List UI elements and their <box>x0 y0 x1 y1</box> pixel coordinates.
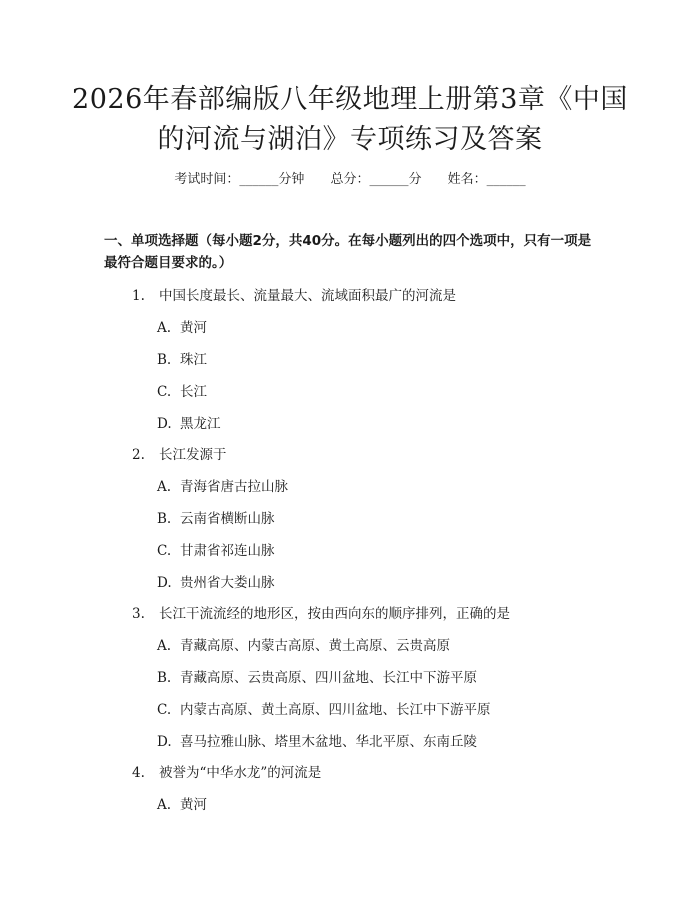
option-letter: B. <box>157 511 172 527</box>
student-name-label: 姓名：______ <box>447 172 526 187</box>
option-text: 黑龙江 <box>180 416 221 432</box>
question-item <box>132 443 227 463</box>
option-text: 黄河 <box>180 797 207 813</box>
option-letter: D. <box>157 416 172 432</box>
question-number: 3. <box>132 606 145 622</box>
exam-time-label: 考试时间：______分钟 <box>174 172 305 187</box>
question-text: 长江发源于 <box>159 447 227 463</box>
option-letter: A. <box>157 797 172 813</box>
option-text: 贵州省大娄山脉 <box>180 575 275 591</box>
option-letter: A. <box>157 479 172 495</box>
answer-option <box>157 475 288 495</box>
option-letter: D. <box>157 734 172 750</box>
option-letter: A. <box>157 320 172 336</box>
question-item <box>132 761 321 781</box>
section-heading: 一、单项选择题（每小题2分，共40分。在每小题列出的四个选项中，只有一项是最符合题目要求的。） <box>104 233 592 271</box>
option-text: 青藏高原、内蒙古高原、黄土高原、云贵高原 <box>180 638 450 654</box>
option-letter: A. <box>157 638 172 654</box>
answer-option <box>157 412 221 432</box>
answer-option <box>157 539 275 559</box>
answer-option <box>157 571 275 591</box>
question-text: 中国长度最长、流量最大、流域面积最广的河流是 <box>159 288 456 304</box>
answer-option <box>157 634 450 654</box>
option-text: 云南省横断山脉 <box>180 511 275 527</box>
document-title: 2026年春部编版八年级地理上册第3章《中国的河流与湖泊》专项练习及答案 <box>72 84 628 155</box>
answer-option <box>157 730 477 750</box>
question-item <box>132 602 510 622</box>
answer-option <box>157 666 477 686</box>
exam-info <box>0 168 700 187</box>
question-item <box>132 284 456 304</box>
answer-option <box>157 316 207 336</box>
option-text: 甘肃省祁连山脉 <box>180 543 275 559</box>
question-number: 4. <box>132 765 145 781</box>
answer-option <box>157 698 491 718</box>
option-text: 珠江 <box>180 352 207 368</box>
option-letter: C. <box>157 384 172 400</box>
answer-option <box>157 793 207 813</box>
answer-option <box>157 380 207 400</box>
option-letter: B. <box>157 670 172 686</box>
answer-option <box>157 507 275 527</box>
option-text: 长江 <box>180 384 207 400</box>
answer-option <box>157 348 207 368</box>
option-letter: D. <box>157 575 172 591</box>
option-text: 青海省唐古拉山脉 <box>180 479 288 495</box>
option-text: 内蒙古高原、黄土高原、四川盆地、长江中下游平原 <box>180 702 491 718</box>
question-text: 被誉为“中华水龙”的河流是 <box>159 765 322 781</box>
option-text: 黄河 <box>180 320 207 336</box>
total-score-label: 总分：______分 <box>330 172 422 187</box>
option-letter: C. <box>157 543 172 559</box>
question-number: 1. <box>132 288 145 304</box>
question-number: 2. <box>132 447 145 463</box>
option-text: 青藏高原、云贵高原、四川盆地、长江中下游平原 <box>180 670 477 686</box>
question-text: 长江干流流经的地形区，按由西向东的顺序排列，正确的是 <box>159 606 510 622</box>
option-letter: C. <box>157 702 172 718</box>
option-letter: B. <box>157 352 172 368</box>
option-text: 喜马拉雅山脉、塔里木盆地、华北平原、东南丘陵 <box>180 734 477 750</box>
